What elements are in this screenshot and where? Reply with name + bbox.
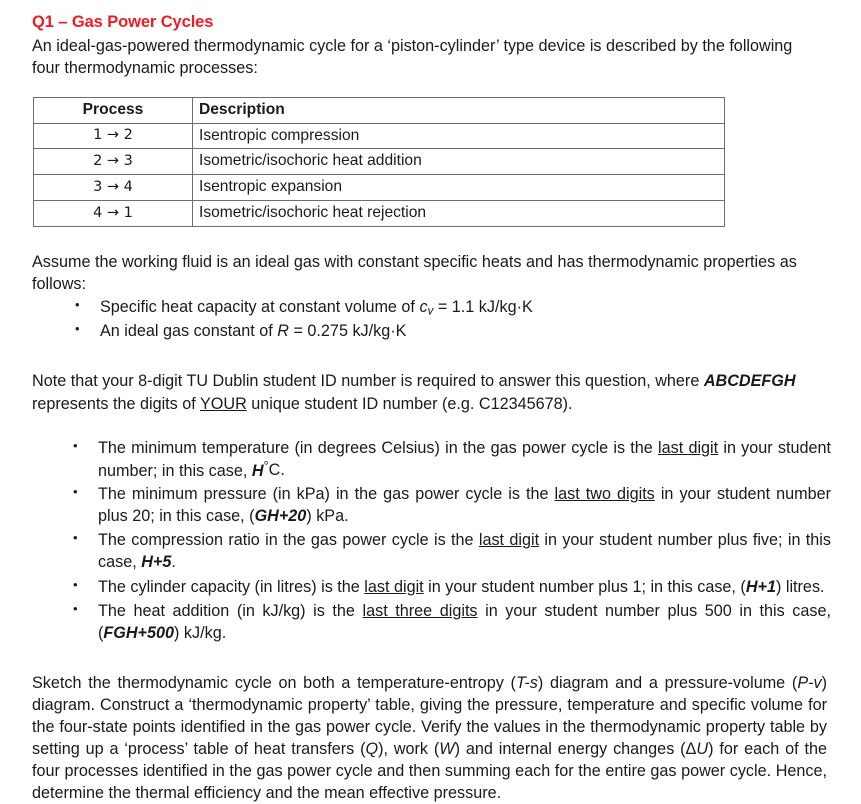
cell-description: Isometric/isochoric heat addition [193,149,725,175]
symbol-U: U [696,739,709,758]
digit-rules-list [32,437,831,644]
rule-part-3: ) kPa. [306,507,349,526]
rule-text [98,602,831,642]
list-item [32,529,831,573]
rule-underline: last digit [364,577,424,596]
rule-variable: H+1 [745,577,776,596]
cell-description: Isentropic expansion [193,175,725,201]
note-line-2-end: unique student ID number (e.g. C12345678). [246,394,573,413]
bullet-prefix: An ideal gas constant of [100,322,278,341]
table-header-row [34,97,725,123]
rule-part-1: The heat addition (in kJ/kg) is the [98,601,363,620]
assumptions-lead-line-2: properties as follows: [32,252,797,293]
symbol-R: R [277,322,289,341]
rule-text [98,578,825,596]
symbol-W: W [439,739,455,758]
intro-paragraph [32,35,822,79]
rule-part-3: °C. [263,459,285,480]
rule-text [98,485,831,525]
rule-variable: H+5 [141,553,172,572]
note-line-2-mid: represents the digits of [32,394,200,413]
table-row [34,175,725,201]
symbol-Ts: T-s [515,673,538,692]
intro-line-2: the following four thermodynamic processes: [32,36,793,77]
symbol-Q: Q [365,739,379,758]
header-process: Process [34,97,193,123]
process-table-wrapper [32,97,831,227]
bullet-prefix: Specific heat capacity at constant volume of [100,298,420,317]
table-row [34,201,725,227]
final-s2: ) diagram and a pressure-volume ( [537,673,798,692]
final-task-block [32,672,831,804]
cell-process: 4 → 1 [34,201,193,227]
note-your-underline: YOUR [199,394,247,413]
rule-part-3: ) kJ/kg. [174,623,227,642]
rule-part-1: The minimum temperature (in degrees Celsius) in the gas power cycle is the [98,438,659,457]
cell-description: Isentropic compression [193,123,725,149]
question-title: Q1 – Gas Power Cycles [32,13,214,31]
rule-text [98,531,831,571]
process-table [33,97,725,227]
rule-part-2: in your student number; in this case, [98,438,831,480]
final-task-paragraph [32,672,827,804]
rule-underline: last digit [658,438,719,457]
final-s6: ) for each of the four processes identified in the gas power cycle and then summing each for the entire gas power cycle. Hence, determine the thermal efficiency and the mean effective pressure. [32,739,827,802]
student-id-note [32,370,827,414]
table-row [34,149,725,175]
rule-underline: last three digits [362,601,478,620]
note-abcdefgh: ABCDEFGH [703,372,796,391]
rule-part-2: in your student number plus five; in this case, [98,531,831,572]
student-id-note-block [32,370,831,414]
note-line-1: Note that your 8-digit TU Dublin student ID number is required to answer this question, where [32,372,700,391]
rule-part-2: in your student number plus 500 in this case, ( [98,601,831,642]
intro-line-1: An ideal-gas-powered thermodynamic cycle for a ‘piston-cylinder’ type device is described by [32,36,698,55]
cell-description: Isometric/isochoric heat rejection [193,201,725,227]
rule-underline: last two digits [554,485,655,504]
assumptions-bullet-list [32,296,831,342]
assumptions-block [32,251,831,343]
final-s4: ), work ( [378,739,440,758]
bullet-suffix: = 1.1 kJ/kg·K [433,298,533,317]
header-description: Description [193,97,725,123]
rule-variable: GH+20 [254,507,307,526]
rule-part-3: . [171,553,176,572]
table-row [34,123,725,149]
symbol-Pv: P-v [797,673,822,692]
list-item [32,296,831,319]
rule-part-3: ) litres. [775,577,825,596]
rule-variable: H [251,461,264,480]
cell-process: 2 → 3 [34,149,193,175]
rule-variable: FGH+500 [103,623,175,642]
cell-process: 3 → 4 [34,175,193,201]
list-item [32,576,831,598]
rule-part-1: The compression ratio in the gas power cycle is the [98,531,479,550]
list-item [32,320,831,342]
assumptions-lead [32,251,827,295]
rule-part-2: in your student number plus 20; in this case, ( [98,485,831,526]
subscript-v: v [427,304,434,318]
list-item [32,483,831,527]
rule-underline: last digit [478,531,540,550]
rule-part-1: The minimum pressure (in kPa) in the gas power cycle is the [98,485,555,504]
rule-part-2: in your student number plus 1; in this case, ( [423,577,746,596]
rule-text [98,439,831,480]
cell-process: 1 → 2 [34,123,193,149]
assumptions-lead-line-1: Assume the working fluid is an ideal gas with constant specific heats and has thermodynamic [32,252,699,271]
final-s3: ) diagram. Construct a ‘thermodynamic property’ table, giving the pressure, temperature and specific volume for the four-state points identified in the gas power cycle. Verify the values in the thermodynamic property table by setting up a ‘process’ table of heat transfers ( [32,673,827,758]
symbol-cv: c [419,298,428,317]
rule-part-1: The cylinder capacity (in litres) is the [98,577,365,596]
final-s1: Sketch the thermodynamic cycle on both a temperature-entropy ( [32,673,516,692]
list-item [32,600,831,644]
list-item [32,437,831,482]
bullet-suffix: = 0.275 kJ/kg·K [288,322,407,341]
final-s5: ) and internal energy changes (Δ [454,739,697,758]
